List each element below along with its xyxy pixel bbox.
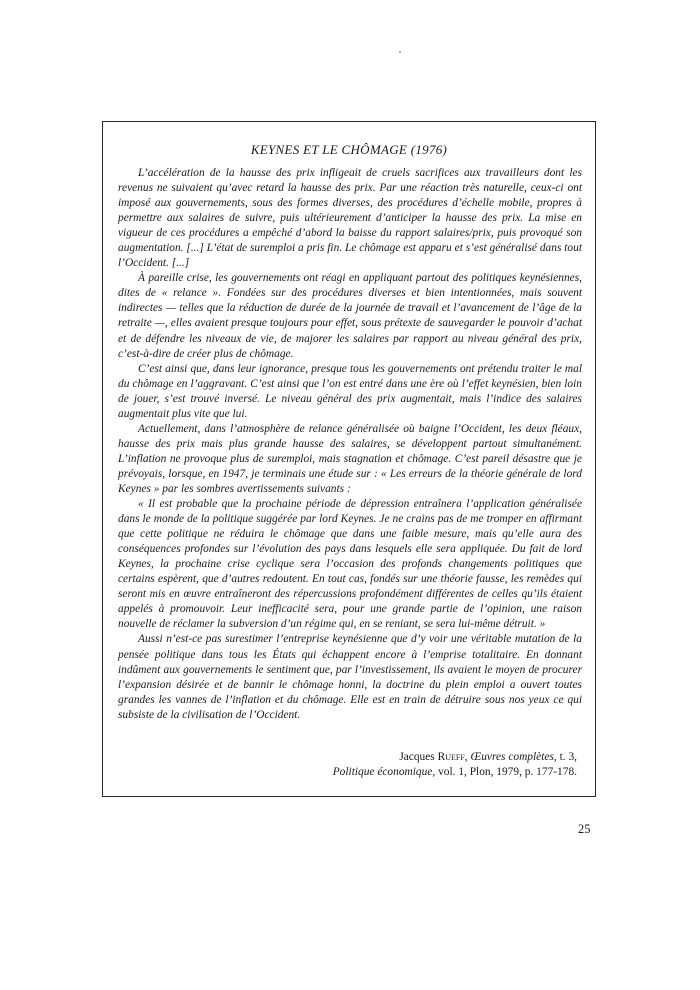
source-details: vol. 1, Plon, 1979, p. 177-178. — [438, 766, 577, 778]
page-number: 25 — [578, 822, 591, 836]
source-citation — [333, 750, 577, 780]
box-body — [118, 166, 582, 723]
paragraph-1: L’accélération de la hausse des prix infligeait de cruels sacrifices aux travailleurs dont les revenus ne suivaient qu’avec retard la hausse des prix. Par une réaction très naturelle, ceux-ci ont imposé aux gouvernements, sous des formes diverses, des procédures d’échelle mobile, propres à permettre aux salaires de suivre, puis ultérieurement d’anticiper la hausse des prix. La mise en vigueur de ces procédures a empêché d’abord la baisse du rapport salaires/prix, puis provoqué son augmentation. [...] L’état de suremploi a pris fin. Le chômage est apparu et s’est généralisé dans tout l’Occident. [...] — [118, 167, 582, 270]
scan-speck — [399, 51, 401, 53]
source-author-first: Jacques — [399, 751, 435, 763]
source-author-last: Rueff, — [437, 751, 468, 763]
box-title: KEYNES ET LE CHÔMAGE (1976) — [250, 142, 448, 157]
paragraph-4: Actuellement, dans l’atmosphère de relance généralisée où baigne l’Occident, les deux fléaux, hausse des prix mais plus grande hausse des salaires, se développent partout simultanément. L’inflation ne provoque plus de suremploi, mais stagnation et chômage. C’est pareil désastre que je prévoyais, lorsque, en 1947, je terminais une étude sur : « Les erreurs de la théorie générale de lord Keynes » par les sombres avertissements suivants : — [118, 422, 582, 495]
quote-box — [102, 121, 596, 797]
source-line-2 — [333, 765, 577, 780]
source-volume-title: Politique économique, — [332, 766, 436, 778]
paragraph-3: C’est ainsi que, dans leur ignorance, presque tous les gouvernements ont prétendu traiter le mal du chômage en l’aggravant. C’est ainsi que l’on est entré dans une ère où l’effet keynésien, bien loin de jouer, s’est trouvé inversé. Le niveau général des prix augmentait, mais l’indice des salaires augmentait plus vite que lui. — [118, 362, 582, 420]
source-tome: t. 3, — [559, 751, 577, 763]
source-work: Œuvres complètes, — [470, 751, 557, 763]
paragraph-6: Aussi n’est-ce pas surestimer l’entreprise keynésienne que d’y voir une véritable mutation de la pensée politique dans tous les États qui échappent encore à l’emprise totalitaire. En donnant indûment aux gouvernements le sentiment que, par l’investissement, ils avaient le moyen de procurer l’expansion désirée et de bannir le chômage honni, la doctrine du plein emploi a ouvert toutes grandes les vannes de l’inflation et du chômage. Elle est en train de détruire sous nos yeux ce qui subsiste de la civilisation de l’Occident. — [118, 633, 582, 721]
paragraph-5-quotation: « Il est probable que la prochaine période de dépression entraînera l’application généralisée dans le monde de la politique suggérée par lord Keynes. Je ne crains pas de me tromper en affirmant que cette politique ne réduira le chômage que dans une faible mesure, mais qu’elle aura des conséquences profondes sur l’évolution des pays dans lesquels elle sera appliquée. Du fait de lord Keynes, la prochaine crise cyclique sera l’occasion des profonds changements politiques que certains espèrent, que d’autres redoutent. En tout cas, fondés sur une théorie fausse, les remèdes qui seront mis en œuvre entraîneront des répercussions profondément différentes de celles qu’ils étaient appelés à promouvoir. Leur inefficacité sera, pour une grande partie de l’opinion, une raison nouvelle de réclamer la subversion d’un régime qui, en se reniant, se sera lui-même détruit. » — [118, 498, 582, 631]
source-line-1 — [333, 750, 577, 765]
paragraph-2: À pareille crise, les gouvernements ont réagi en appliquant partout des politiques keynésiennes, dites de « relance ». Fondées sur des procédures diverses et bien intentionnées, mais souvent indirectes — telles que la réduction de durée de la journée de travail et l’avancement de l’âge de la retraite —, elles avaient presque toujours pour effet, sous prétexte de sauvegarder le pouvoir d’achat et de défendre les niveaux de vie, de majorer les salaires par rapport au niveau général des prix, c’est-à-dire de créer plus de chômage. — [118, 272, 582, 360]
